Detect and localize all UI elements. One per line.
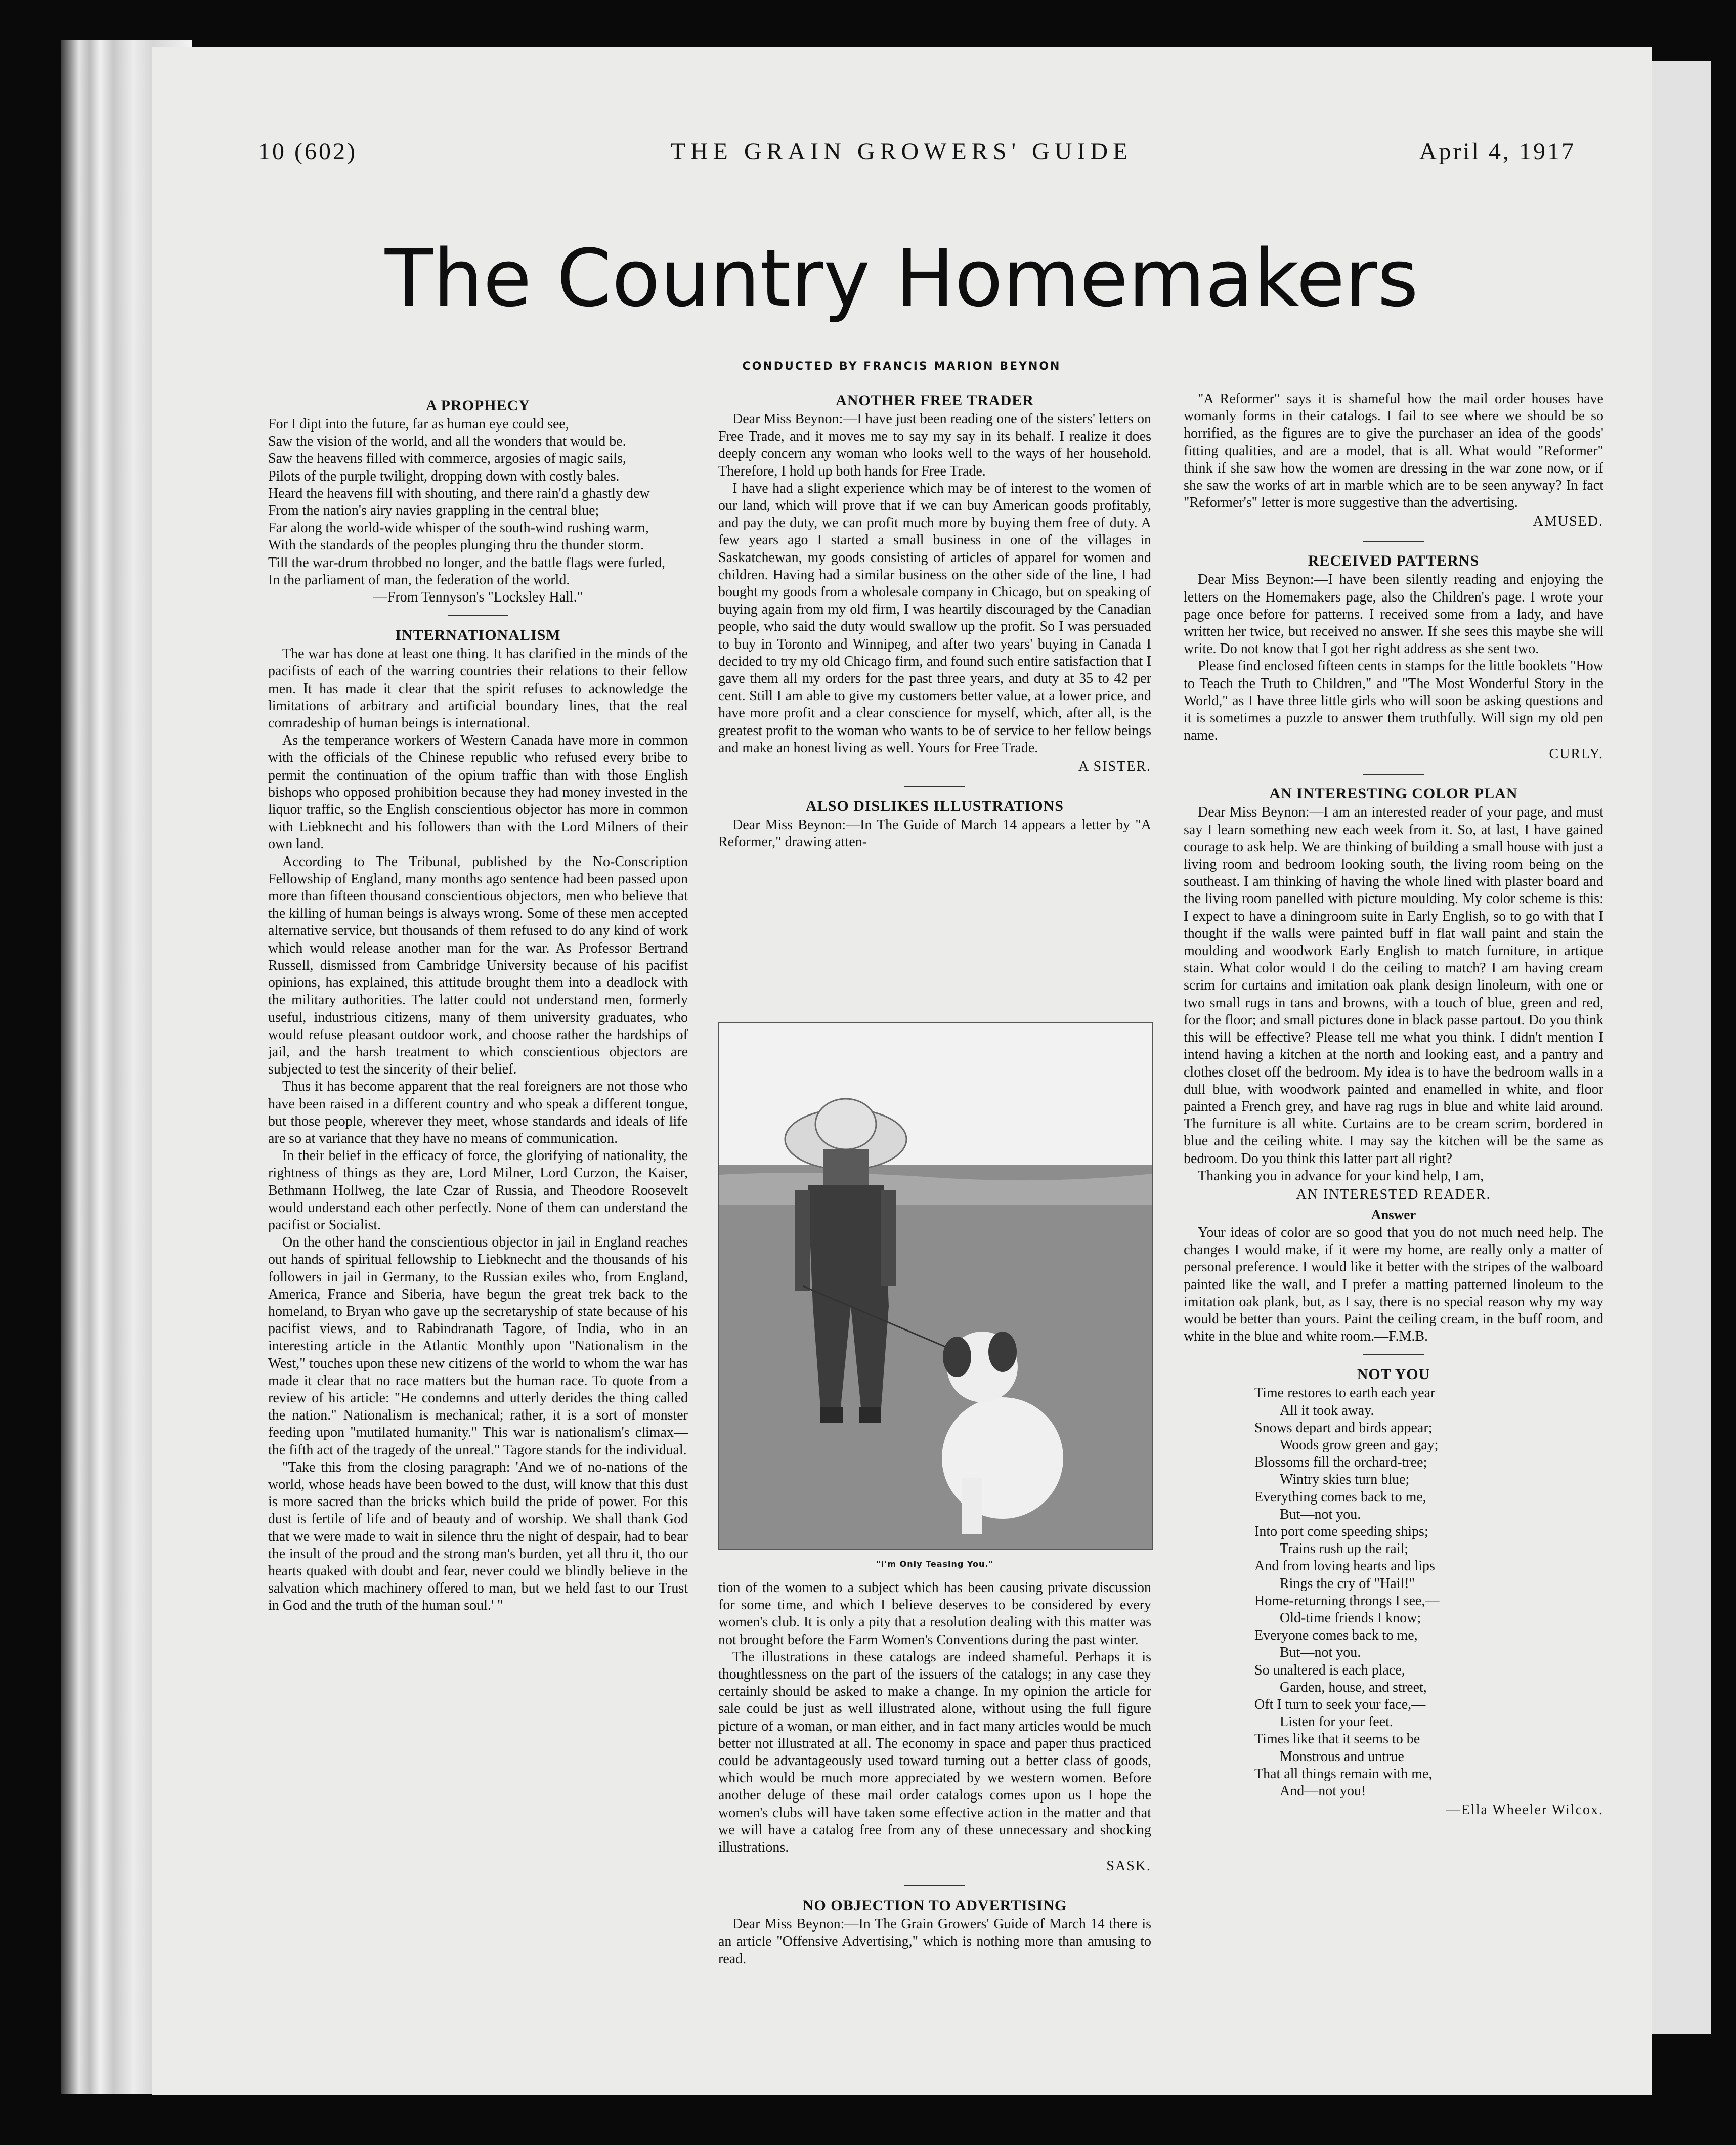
poem-line: And from loving hearts and lips — [1254, 1558, 1435, 1574]
section-divider — [904, 786, 965, 787]
patterns-letter — [1184, 551, 1603, 764]
page-title: The Country Homemakers — [384, 232, 1419, 324]
letter-paragraph: Dear Miss Beynon:—I am an interested reader of your page, and must say I learn something new each week from it. So, at last, I have gained courage to ask help. We are thinking of building a small house with just a living room and bedroom looking south, the living room being on the southeast. I am thinking of having the whole lined with plaster board and the living room panelled with picture moulding. My color scheme is this: I expect to have a diningroom suite in Early English, so to go with that I thought if the walls were painted buff in flat wall paint and stain the moulding and woodwork Early English to match furniture, in artique stain. What color would I do the ceiling to match? I am having cream scrim for curtains and imitation oak plank design linoleum, with one or two small rugs in tans and browns, with a touch of blue, green and red, for the floor; and small pictures done in black passe partout. Do you think this will be effective? Please tell me what you think. I didn't mention I intend having a kitchen at the north and looking east, and a pantry and clothes closet off the bedroom. My idea is to have the bedroom walls in a dull blue, with woodwork painted and enamelled in white, and floor painted a French grey, and have rag rugs in blue and white laid around. The furniture is all white. Curtains are to be cream scrim, bordered in blue and the ceiling white. I may say the kitchen will be the same as bedroom. Do you think this latter part all right? — [1184, 804, 1603, 1167]
issue-date: April 4, 1917 — [1419, 138, 1576, 165]
column-left — [268, 396, 688, 1615]
not-you-heading: NOT YOU — [1357, 1366, 1430, 1383]
letter-paragraph: Thanking you in advance for your kind help, I am, — [1198, 1168, 1484, 1184]
poem-attribution: —Ella Wheeler Wilcox. — [1446, 1802, 1603, 1818]
section-divider — [1363, 541, 1424, 542]
poem-line: Monstrous and untrue — [1280, 1748, 1404, 1765]
letter-paragraph: The illustrations in these catalogs are indeed shameful. Perhaps it is thoughtlessness on the part of the issuers of the catalogs; in any case they certainly should be asked to make a change. In my opinion the article for sale could be just as well illustrated alone, without using the full figure picture of a woman, or man either, and in fact many articles would be much better not illustrated at all. The economy in space and paper thus practiced could be advantageously used toward turning out a better class of goods, which would be much more appreciated by we western women. Before another deluge of these mail order catalogs comes upon us I hope the women's clubs will have taken some effective action in the matter and that we will have a catalog free from any of these unnecessary and shocking illustrations. — [718, 1649, 1151, 1856]
no-objection-letter — [718, 1896, 1151, 1968]
prophecy-heading: A PROPHECY — [426, 397, 530, 414]
section-divider — [1363, 774, 1424, 775]
letter-paragraph: "A Reformer" says it is shameful how the mail order houses have womanly forms in their catalogs. I fail to see where we should be so horrified, as the figures are to give the purchaser an idea of the goods' fitting qualities, and are a model, that is all. What would "Reformer" think if she saw how the women are dressing in the war zone now, or if she saw the works of art in marble which are to be seen anyway? In fact "Reformer's" letter is more suggestive than the advertising. — [1184, 391, 1603, 511]
internationalism-article — [268, 625, 688, 1614]
section-divider — [448, 615, 508, 616]
poem-line: With the standards of the peoples plunging thru the thunder storm. — [268, 537, 644, 553]
page-number: 10 (602) — [258, 138, 357, 165]
column-middle-top — [718, 391, 1151, 851]
dislikes-heading: ALSO DISLIKES ILLUSTRATIONS — [806, 798, 1064, 815]
poem-line: Rings the cry of "Hail!" — [1280, 1575, 1415, 1592]
answer-paragraph: Your ideas of color are so good that you do not much need help. The changes I would make, if it were my home, are really only a matter of personal preference. I would like it better with the stripes of the walboard painted like the wall, and I prefer a matting patterned linoleum to the imitation oak plank, but, as I say, there is no special reason why my way would be better than yours. Paint the ceiling cream, in the buff room, and white in the blue and white room.—F.M.B. — [1184, 1224, 1603, 1345]
poem-line: Everyone comes back to me, — [1254, 1627, 1418, 1644]
letter-paragraph: Dear Miss Beynon:—I have just been reading one of the sisters' letters on Free Trade, and it moves me to say my say in its behalf. I realize it does deeply concern any woman who looks well to the ways of her household. Therefore, I hold up both hands for Free Trade. — [718, 411, 1151, 479]
poem-line: Wintry skies turn blue; — [1280, 1472, 1410, 1488]
article-paragraph: According to The Tribunal, published by the No-Conscription Fellowship of England, many months ago sentence had been passed upon more than fifteen thousand conscientious objectors, men who believe that the killing of human beings is always wrong. Some of these men accepted alternative service, but thousands of them refused to do any kind of work which would release another man for the war. As Professor Bertrand Russell, dismissed from Cambridge University because of his pacifist opinions, has explained, this attitude brought them into a deadlock with the military authorities. The latter could not understand men, formerly useful, industrious citizens, many of them university graduates, who would refuse pleasant outdoor work, and choose rather the hardships of jail, and the harsh treatment to which conscientious objectors are subjected to test the sincerity of their belief. — [268, 853, 688, 1078]
letter-paragraph: Please find enclosed fifteen cents in stamps for the little booklets "How to Teach the Truth to Children," and "The Most Wonderful Story in the World," as I have three little girls who will soon be asking questions and it is sometimes a puzzle to answer them truthfully. Will sign my old pen name. — [1184, 658, 1603, 744]
letter-paragraph: Dear Miss Beynon:—I have been silently reading and enjoying the letters on the Homemakers page, also the Children's page. I wrote your page once before for patterns. I received some from a lady, and have written her twice, but received no answer. If she sees this maybe she will write. Do not know that I got her right address as she sent two. — [1184, 572, 1603, 657]
poem-line: Home-returning throngs I see,— — [1254, 1593, 1440, 1609]
letter-signature: A SISTER. — [1078, 759, 1151, 775]
prophecy-article — [268, 396, 688, 606]
poem-line: Heard the heavens fill with shouting, and there rain'd a ghastly dew — [268, 485, 650, 501]
letter-paragraph: tion of the women to a subject which has been causing private discussion for some time, and which I believe deserves to be considered by every women's club. It is only a pity that a resolution dealing with this matter was not brought before the Farm Women's Conventions during the past winter. — [718, 1580, 1151, 1648]
poem-line: Saw the heavens filled with commerce, argosies of magic sails, — [268, 451, 626, 467]
conductor-byline: CONDUCTED BY FRANCIS MARION BEYNON — [742, 360, 1061, 373]
internationalism-heading: INTERNATIONALISM — [395, 627, 561, 644]
not-you-poem — [1184, 1364, 1603, 1820]
article-paragraph: Thus it has become apparent that the real foreigners are not those who have been raised in a different country and who speak a different tongue, but those people, wherever they meet, whose standards and ideals of life are so at variance that they have no means of communication. — [268, 1079, 688, 1146]
boy-and-dog-photograph — [718, 1022, 1153, 1550]
publication-name: THE GRAIN GROWERS' GUIDE — [670, 138, 1133, 165]
poem-line: Woods grow green and gay; — [1280, 1437, 1439, 1453]
patterns-heading: RECEIVED PATTERNS — [1308, 552, 1480, 570]
poem-line: Listen for your feet. — [1280, 1714, 1393, 1730]
poem-line: Till the war-drum throbbed no longer, and the battle flags were furled, — [268, 554, 665, 571]
poem-line: Snows depart and birds appear; — [1254, 1420, 1433, 1436]
poem-line: Time restores to earth each year — [1254, 1385, 1436, 1401]
amused-letter — [1184, 391, 1603, 532]
poem-line: For I dipt into the future, far as human eye could see, — [268, 416, 569, 432]
poem-line: Pilots of the purple twilight, dropping down with costly bales. — [268, 468, 620, 484]
poem-line: Blossoms fill the orchard-tree; — [1254, 1454, 1427, 1471]
poem-line: Everything comes back to me, — [1254, 1489, 1426, 1505]
poem-line: That all things remain with me, — [1254, 1766, 1433, 1782]
dislikes-letter — [718, 796, 1151, 851]
poem-line: Into port come speeding ships; — [1254, 1523, 1428, 1539]
photo-caption: "I'm Only Teasing You." — [876, 1559, 993, 1569]
letter-signature: SASK. — [1106, 1858, 1151, 1874]
section-divider — [904, 1885, 965, 1886]
poem-line: And—not you! — [1280, 1783, 1366, 1799]
color-plan-heading: AN INTERESTING COLOR PLAN — [1269, 785, 1518, 802]
poem-line: In the parliament of man, the federation of the world. — [268, 572, 570, 588]
answer-heading: Answer — [1371, 1207, 1416, 1222]
letter-signature: AN INTERESTED READER. — [1296, 1186, 1491, 1203]
next-page-edge — [1650, 61, 1711, 2034]
poem-line: Trains rush up the rail; — [1280, 1541, 1409, 1557]
newspaper-page — [152, 47, 1652, 2095]
letter-paragraph: Dear Miss Beynon:—In The Guide of March 14 appears a letter by "A Reformer," drawing atten- — [718, 817, 1151, 850]
poem-line: Times like that it seems to be — [1254, 1731, 1420, 1747]
color-plan-letter — [1184, 784, 1603, 1345]
poem-line: All it took away. — [1280, 1402, 1374, 1419]
poem-line: But—not you. — [1280, 1506, 1361, 1522]
prophecy-poem — [268, 416, 688, 589]
poem-line: Saw the vision of the world, and all the wonders that would be. — [268, 434, 626, 450]
article-paragraph: As the temperance workers of Western Canada have more in common with the officials of the Chinese republic who refused every bribe to permit the continuation of the opium traffic than with those English bishops who opposed prohibition because they had money invested in the liquor traffic, so the English conscientious objector has more in common with Liebknecht and his followers than with the Lord Milners of their own land. — [268, 733, 688, 852]
photo-illustration — [719, 1023, 1152, 1549]
poem-line: From the nation's airy navies grappling in the central blue; — [268, 503, 599, 519]
poem-line: Oft I turn to seek your face,— — [1254, 1697, 1426, 1712]
letter-paragraph: Dear Miss Beynon:—In The Grain Growers' Guide of March 14 there is an article "Offensive Advertising," which is nothing more than amusing to read. — [718, 1916, 1151, 1967]
letter-signature: AMUSED. — [1533, 513, 1603, 530]
no-objection-heading: NO OBJECTION TO ADVERTISING — [802, 1897, 1067, 1914]
article-paragraph: In their belief in the efficacy of force, the glorifying of nationality, the rightness of things as they are, Lord Milner, Lord Curzon, the Kaiser, Bethmann Hollweg, the late Czar of Russia, and Theodore Roosevelt would understand each other perfectly. None of them can understand the pacifist or Socialist. — [268, 1148, 688, 1233]
article-paragraph: On the other hand the conscientious objector in jail in England reaches out hands of spiritual fellowship to Liebknecht and the thousands of his followers in jail in Germany, to the Russian exiles who, from England, America, France and Siberia, have begun the great trek back to the homeland, to Bryan who gave up the secretaryship of state because of his pacifist views, and to Rabindranath Tagore, of India, who in an interesting article in the Atlantic Monthly upon "Nationalism in the West," touches upon these new citizens of the world to whom the war has made it clear that no race matters but the human race. To quote from a review of his article: "He condemns and utterly derides the thing called the nation." Nationalism is mechanical; rather, it is a sort of monster feeding upon "mutilated humanity." This war is nationalism's climax—the fifth act of the tragedy of the unreal." Tagore stands for the individual. — [268, 1234, 688, 1458]
letter-signature: CURLY. — [1549, 746, 1603, 762]
free-trader-letter — [718, 391, 1151, 777]
article-paragraph: "Take this from the closing paragraph: 'And we of no-nations of the world, whose heads have been bowed to the dust, will know that this dust is more sacred than the bricks which build the pride of power. For this dust is fertile of life and of beauty and of worship. We shall thank God that we were made to wait in silence thru the night of despair, had to bear the insult of the proud and the strong man's burden, yet all thru it, tho our hearts quaked with doubt and fear, never could we blindly believe in the salvation which machinery offered to man, but we held fast to our Trust in God and the truth of the human soul.' " — [268, 1459, 688, 1614]
prophecy-attribution: —From Tennyson's "Locksley Hall." — [373, 589, 583, 606]
poem-line: Far along the world-wide whisper of the south-wind rushing warm, — [268, 520, 649, 536]
poem-line: Garden, house, and street, — [1280, 1679, 1427, 1695]
poem-line: But—not you. — [1280, 1645, 1361, 1661]
poem-line: Old-time friends I know; — [1280, 1610, 1421, 1626]
column-middle-bottom — [718, 1579, 1151, 1968]
section-divider — [1363, 1354, 1424, 1355]
poem-body — [1254, 1385, 1603, 1800]
column-right — [1184, 391, 1603, 1820]
article-paragraph: The war has done at least one thing. It has clarified in the minds of the pacifists of each of the warring countries their relations to their fellow men. It has made it clear that the spirit refuses to acknowledge the limitations of arbitrary and artificial boundary lines, that the real comradeship of human beings is international. — [268, 646, 688, 732]
letter-paragraph: I have had a slight experience which may be of interest to the women of our land, which will prove that if we can buy American goods profitably, and pay the duty, we can profit much more by buying them free of duty. A few years ago I started a small business in one of the villages in Saskatchewan, my goods consisting of articles of apparel for women and children. Having had a similar business on the other side of the line, I had bought my goods from a wholesale company in Chicago, but on speaking of buying again from my old firm, I was heartily discouraged by the Canadian people, who said the duty would swallow up the profit. So I was persuaded to buy in Toronto and Winnipeg, and after two years' buying in Canada I decided to try my old Chicago firm, and found such entire satisfaction that I gave them all my orders for the past three years, and duty at 35 to 42 per cent. Still I am able to give my customers better value, at a lower price, and have more profit and a clear conscience for myself, which, after all, is the greatest profit to the woman who wants to be of service to her fellow beings and make an honest living as well. Yours for Free Trade. — [718, 480, 1151, 756]
poem-line: So unaltered is each place, — [1254, 1662, 1405, 1678]
free-trader-heading: ANOTHER FREE TRADER — [836, 392, 1034, 409]
